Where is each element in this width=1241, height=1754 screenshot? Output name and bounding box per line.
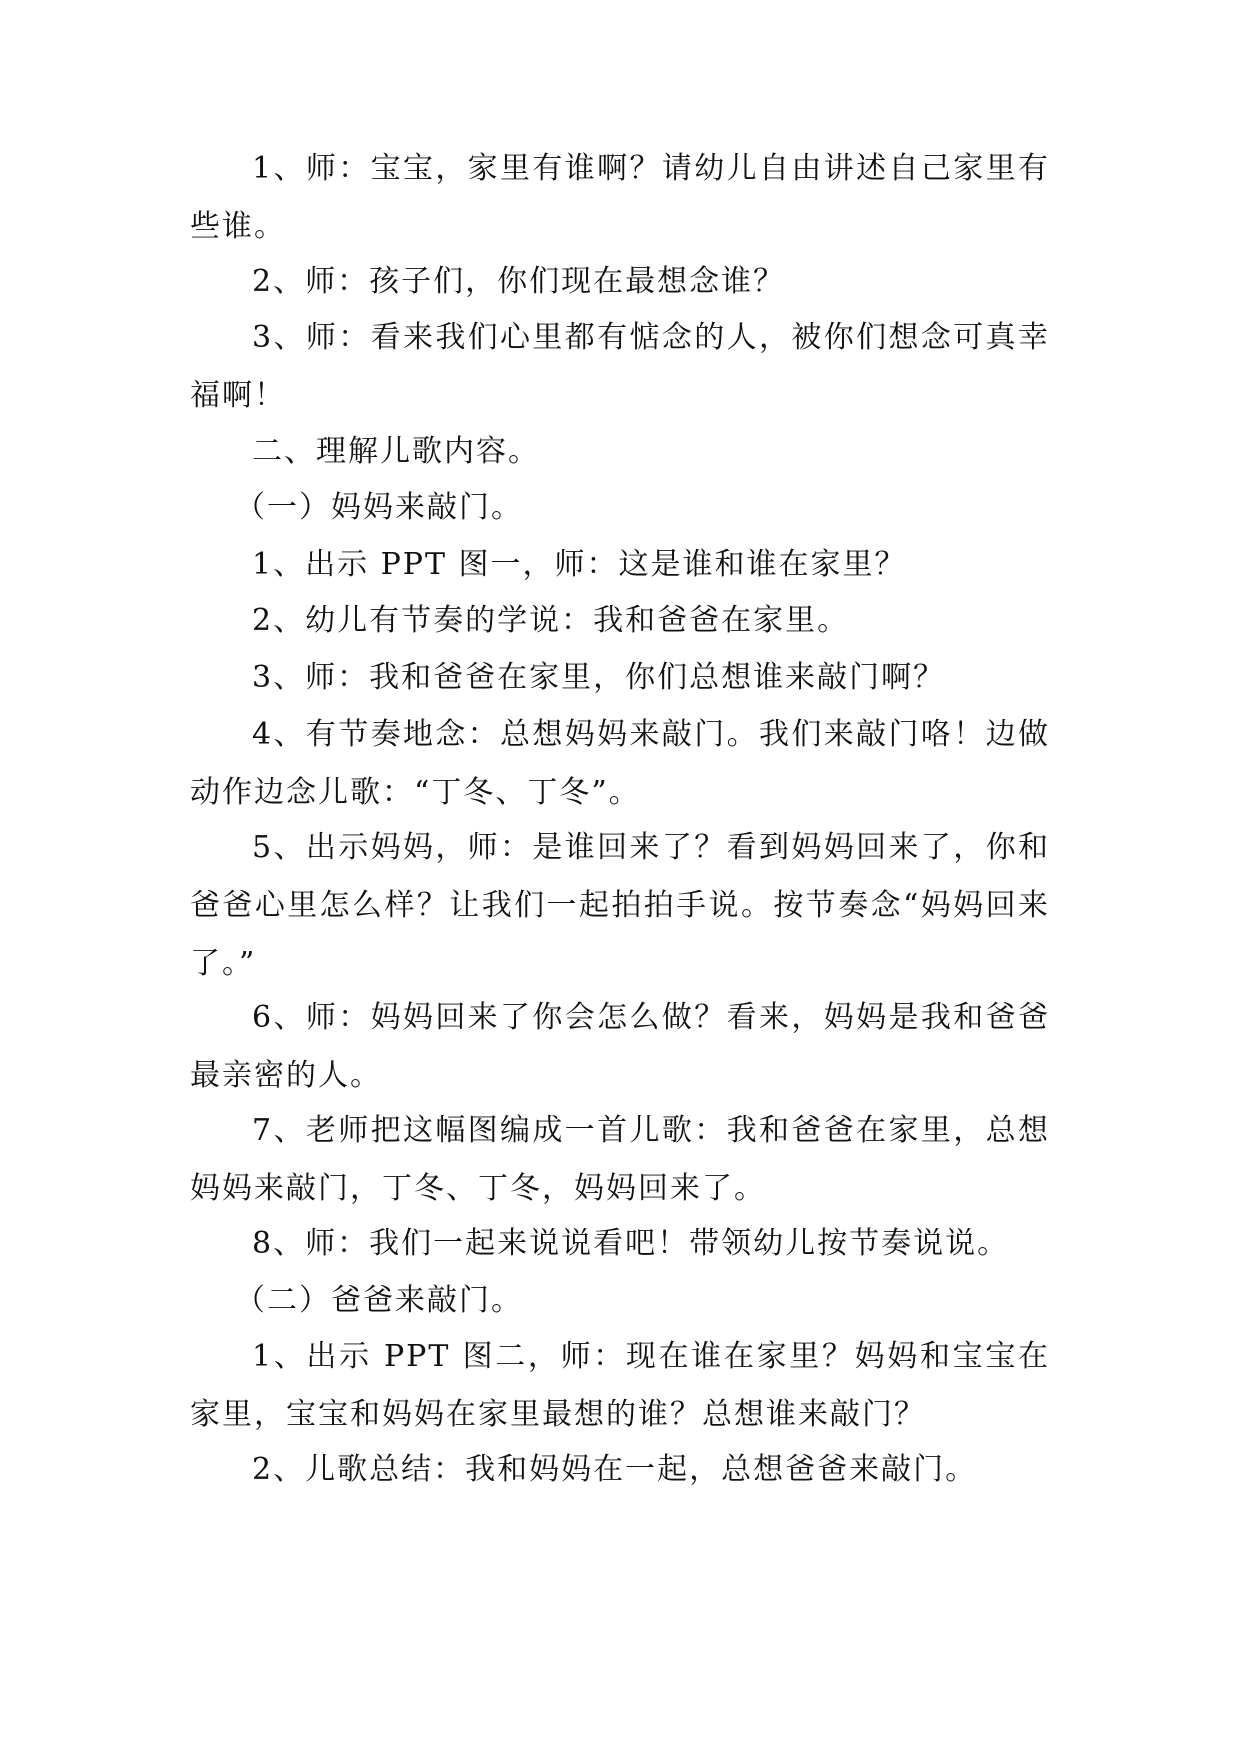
paragraph-3: 3、师：看来我们心里都有惦念的人，被你们想念可真幸福啊！ — [190, 320, 1050, 413]
paragraph-2: 2、师：孩子们，你们现在最想念谁？ — [252, 264, 786, 299]
paragraph-4: 1、出示 PPT 图一，师：这是谁和谁在家里？ — [252, 547, 907, 582]
paragraph-5: 2、幼儿有节奏的学说：我和爸爸在家里。 — [252, 603, 850, 638]
subsection-heading-2: （二）爸爸来敲门。 — [235, 1283, 523, 1318]
paragraph-8: 5、出示妈妈，师：是谁回来了？看到妈妈回来了，你和爸爸心里怎么样？让我们一起拍拍手说。按节奏念“妈妈回来了。” — [190, 830, 1050, 981]
paragraph-6: 3、师：我和爸爸在家里，你们总想谁来敲门啊？ — [252, 660, 946, 695]
paragraph-7: 4、有节奏地念：总想妈妈来敲门。我们来敲门咯！边做动作边念儿歌：“丁冬、丁冬”。 — [190, 717, 1050, 810]
paragraph-10: 7、老师把这幅图编成一首儿歌：我和爸爸在家里，总想妈妈来敲门，丁冬、丁冬，妈妈回来了。 — [190, 1113, 1050, 1206]
subsection-heading-1: （一）妈妈来敲门。 — [235, 490, 523, 525]
paragraph-1: 1、师：宝宝，家里有谁啊？请幼儿自由讲述自己家里有些谁。 — [190, 151, 1050, 244]
paragraph-9: 6、师：妈妈回来了你会怎么做？看来，妈妈是我和爸爸最亲密的人。 — [190, 1000, 1050, 1093]
paragraph-11: 8、师：我们一起来说说看吧！带领幼儿按节奏说说。 — [252, 1226, 1010, 1261]
paragraph-12: 1、出示 PPT 图二，师：现在谁在家里？妈妈和宝宝在家里，宝宝和妈妈在家里最想的谁？总想谁来敲门？ — [190, 1339, 1050, 1432]
paragraph-13: 2、儿歌总结：我和妈妈在一起，总想爸爸来敲门。 — [252, 1452, 978, 1487]
section-heading-2: 二、理解儿歌内容。 — [252, 434, 540, 469]
